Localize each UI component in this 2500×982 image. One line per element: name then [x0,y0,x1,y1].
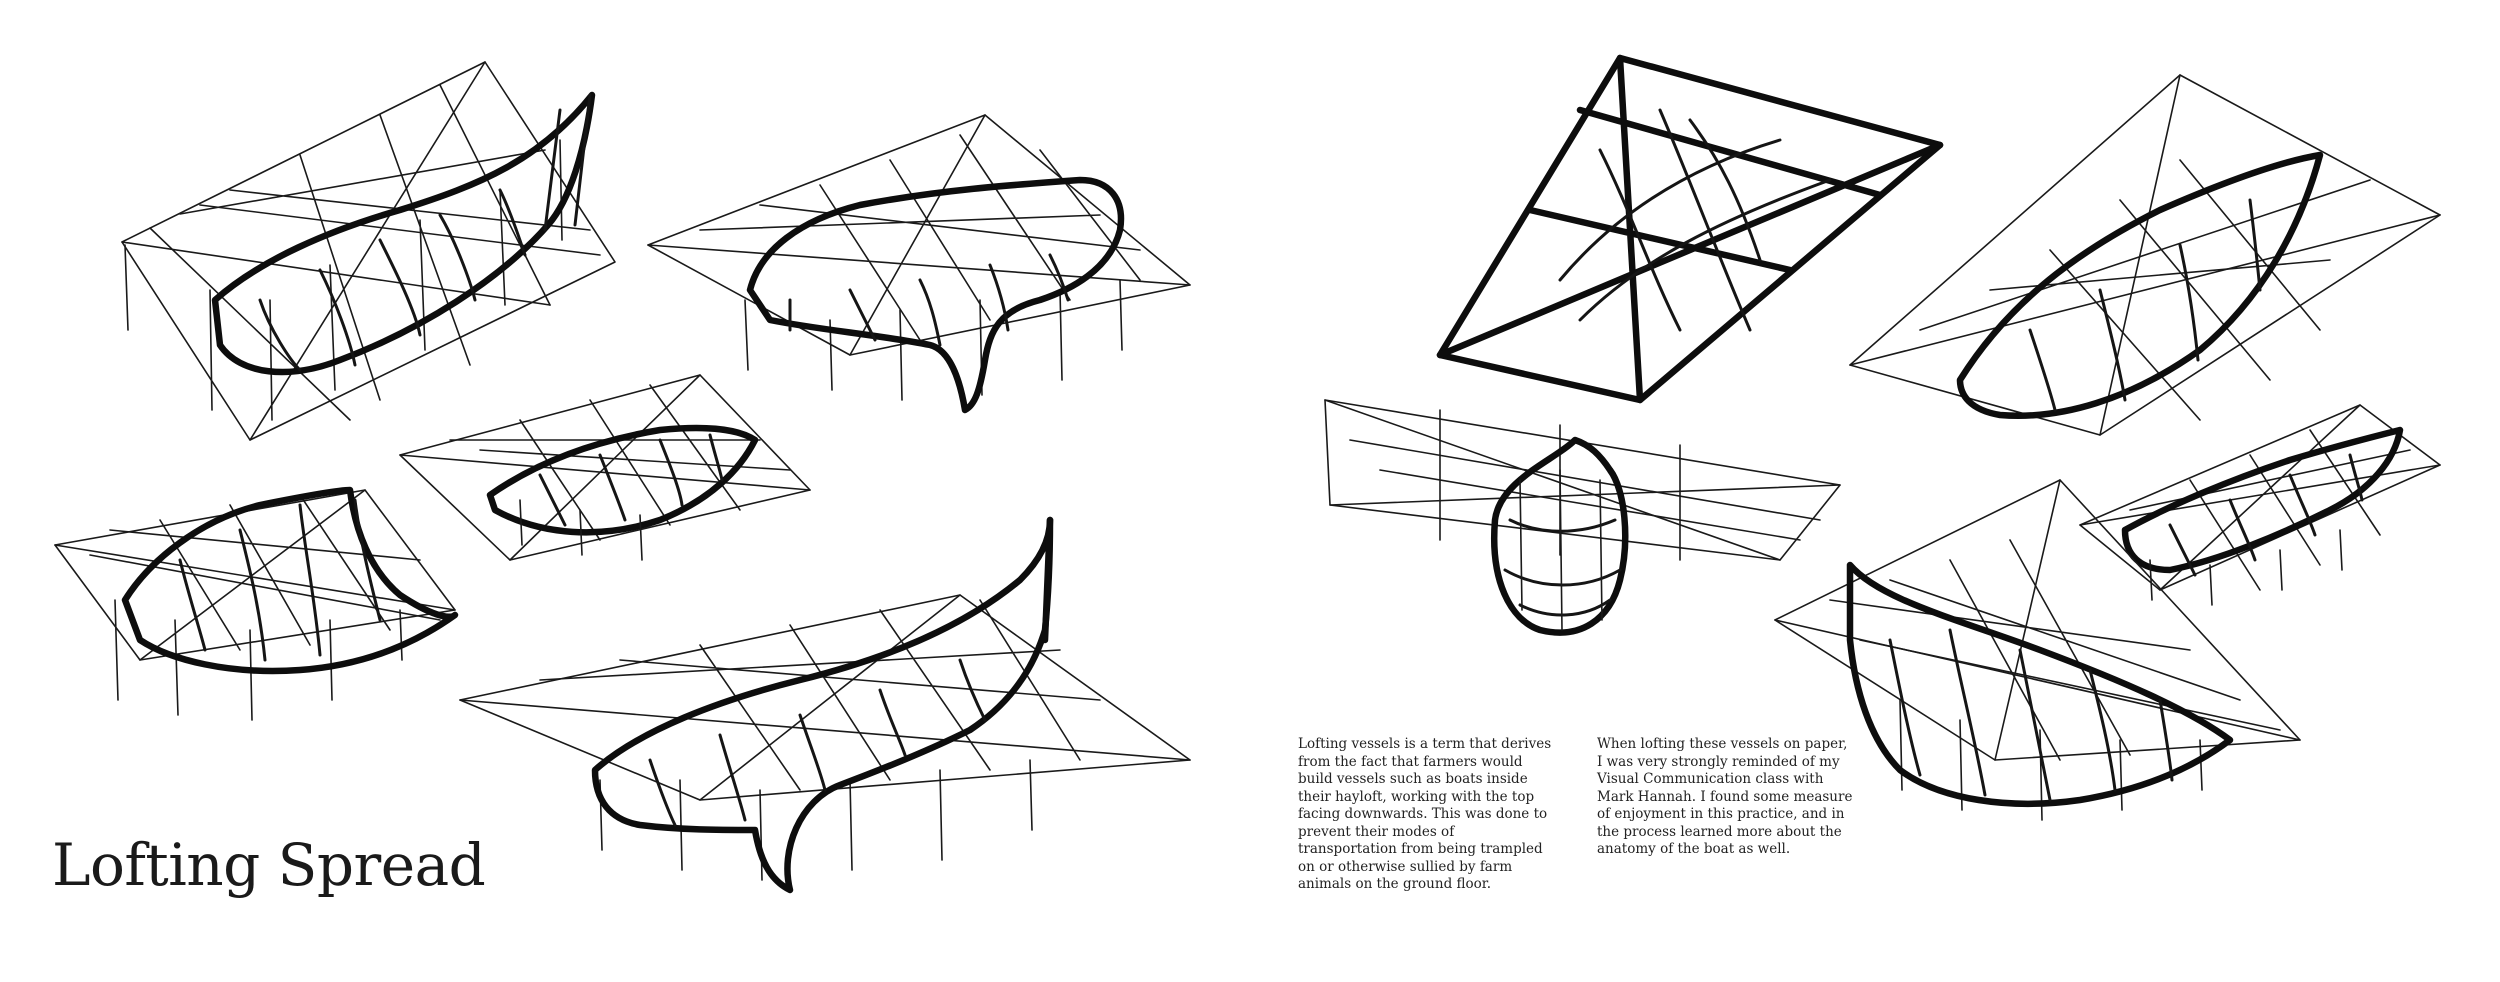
body-column-1: Lofting vessels is a term that derives from the fact that farmers would build vessels such as boats inside their hayloft, working with the top facing downwards. This was done to prevent their modes of transportation from being trampled on or otherwise sullied by farm animals on the ground floor. [1298,736,1552,892]
body-column-2: When lofting these vessels on paper, I was very strongly reminded of my Visual Communication class with Mark Hannah. I found some measure of enjoyment in this practice, and in the process learned more about the anatomy of the boat as well. [1597,736,1853,857]
hull-sketch-6 [1440,58,1940,400]
spread-title: Lofting Spread [52,831,486,899]
hull-sketch-1 [122,62,615,440]
hull-sketch-3 [400,375,810,560]
hull-sketch-4 [55,490,455,720]
hull-sketch-2 [648,115,1190,410]
hull-sketch-8 [1325,400,1840,633]
hull-sketch-9 [2080,405,2440,605]
hull-sketch-7 [1850,75,2440,435]
hull-sketch-5 [460,520,1190,890]
